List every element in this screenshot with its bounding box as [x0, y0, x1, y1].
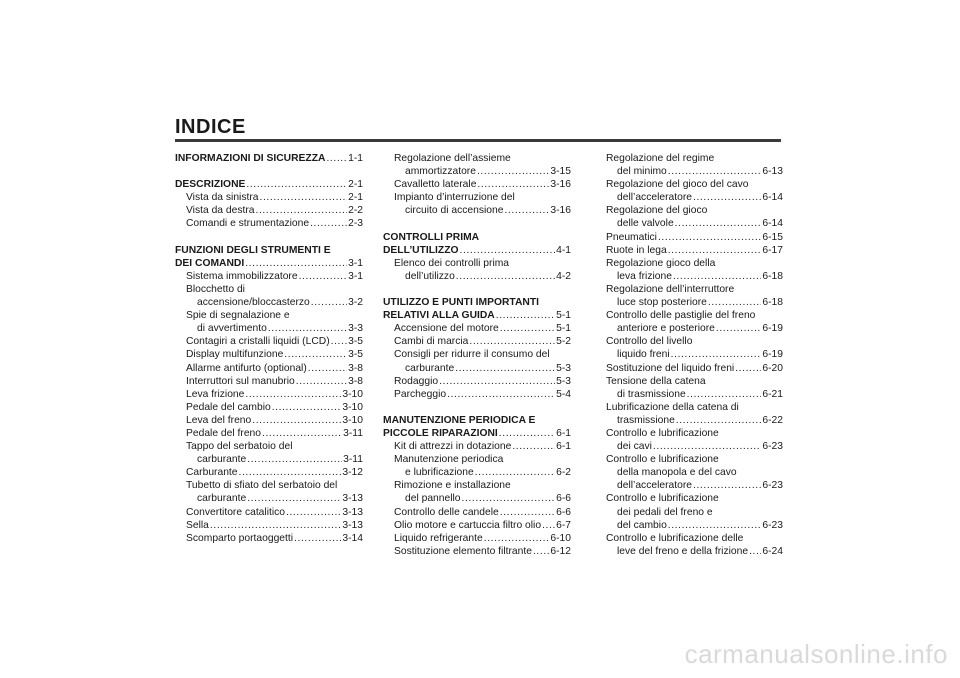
toc-entry[interactable]: di avvertimento ..... 3-3	[175, 322, 363, 335]
toc-entry-line1: Regolazione del gioco	[606, 205, 708, 217]
toc-entry[interactable]: Controllo delle candele ..... 6-6	[383, 506, 571, 519]
toc-entry-line1: Rimozione e installazione	[394, 480, 511, 492]
toc-entry[interactable]: luce stop posteriore ..... 6-18	[595, 296, 783, 309]
toc-entry[interactable]: Vista da sinistra ..... 2-1	[175, 191, 363, 204]
toc-entry-line1: Regolazione del regime	[606, 153, 715, 164]
toc-entry[interactable]: carburante ..... 5-3	[383, 362, 571, 375]
toc-entry[interactable]: Cambi di marcia ..... 5-2	[383, 335, 571, 348]
toc-chapter-1[interactable]: INFORMAZIONI DI SICUREZZA ..... 1-1	[175, 152, 363, 165]
toc-chapter-2[interactable]: DESCRIZIONE ..... 2-1	[175, 178, 363, 191]
toc-entry-line1: Manutenzione periodica	[394, 454, 504, 466]
toc-entry[interactable]: Liquido refrigerante ..... 6-10	[383, 532, 571, 545]
toc-entry[interactable]: leve del freno e della frizione ..... 6-24	[595, 545, 783, 558]
toc-entry[interactable]: Sella ..... 3-13	[175, 519, 363, 532]
toc-entry[interactable]: dei cavi ..... 6-23	[595, 440, 783, 453]
toc-entry[interactable]: Accensione del motore ..... 5-1	[383, 322, 571, 335]
toc-entry[interactable]: carburante ..... 3-13	[175, 492, 363, 505]
toc-entry-line1: Spie di segnalazione e	[186, 310, 290, 322]
toc-entry[interactable]: Pedale del cambio ..... 3-10	[175, 401, 363, 414]
toc-entry[interactable]: trasmissione ..... 6-22	[595, 414, 783, 427]
toc-entry[interactable]: Parcheggio ..... 5-4	[383, 388, 571, 401]
toc-chapter-3[interactable]: DEI COMANDI ..... 3-1	[175, 257, 363, 270]
toc-entry[interactable]: di trasmissione ..... 6-21	[595, 388, 783, 401]
toc-entry[interactable]: ammortizzatore ..... 3-15	[383, 165, 571, 178]
toc-entry-line1: Tensione della catena	[606, 375, 706, 387]
toc-entry-line1: Impianto d’interruzione del	[394, 192, 515, 204]
toc-column-3	[595, 152, 783, 558]
toc-entry[interactable]: Rodaggio ..... 5-3	[383, 375, 571, 388]
toc-entry-line2: della manopola e del cavo	[617, 467, 737, 479]
toc-column-2	[383, 152, 571, 558]
toc-entry[interactable]: accensione/bloccasterzo ..... 3-2	[175, 296, 363, 309]
toc-column-1	[175, 152, 363, 545]
toc-entry-line1: Controllo del livello	[606, 336, 693, 348]
toc-entry[interactable]: Vista da destra ..... 2-2	[175, 204, 363, 217]
toc-entry[interactable]: dell’acceleratore ..... 6-14	[595, 191, 783, 204]
toc-entry[interactable]: circuito di accensione ..... 3-16	[383, 204, 571, 217]
toc-entry[interactable]: Kit di attrezzi in dotazione ..... 6-1	[383, 440, 571, 453]
toc-entry-line1: Controllo e lubrificazione delle	[606, 532, 744, 544]
toc-entry[interactable]: Comandi e strumentazione ..... 2-3	[175, 217, 363, 230]
toc-entry[interactable]: Leva frizione ..... 3-10	[175, 388, 363, 401]
toc-entry[interactable]: Sistema immobilizzatore ..... 3-1	[175, 270, 363, 283]
toc-entry-line1: Controllo delle pastiglie del freno	[606, 310, 756, 322]
toc-entry-line1: Consigli per ridurre il consumo del	[394, 349, 550, 361]
toc-entry[interactable]: del cambio ..... 6-23	[595, 519, 783, 532]
toc-entry[interactable]: delle valvole ..... 6-14	[595, 217, 783, 230]
toc-entry-line1: Lubrificazione della catena di	[606, 401, 739, 413]
toc-entry-line1: Regolazione dell’assieme	[394, 153, 511, 164]
toc-entry[interactable]: dell’utilizzo ..... 4-2	[383, 270, 571, 283]
toc-entry-line1: Controllo e lubrificazione	[606, 454, 719, 466]
toc-entry[interactable]: del pannello ..... 6-6	[383, 492, 571, 505]
toc-entry[interactable]: leva frizione ..... 6-18	[595, 270, 783, 283]
title-rule	[175, 139, 781, 142]
page-title: INDICE	[175, 116, 246, 138]
toc-entry[interactable]: anteriore e posteriore ..... 6-19	[595, 322, 783, 335]
toc-entry-line1: Elenco dei controlli prima	[394, 257, 510, 269]
toc-entry-line1: Regolazione del gioco del cavo	[606, 179, 749, 191]
toc-entry[interactable]: Leva del freno ..... 3-10	[175, 414, 363, 427]
toc-entry[interactable]: e lubrificazione ..... 6-2	[383, 466, 571, 479]
toc-chapter-5-line1: UTILIZZO E PUNTI IMPORTANTI	[383, 297, 539, 309]
toc-entry[interactable]: carburante ..... 3-11	[175, 453, 363, 466]
toc-entry-line1: Blocchetto di	[186, 283, 245, 295]
toc-entry[interactable]: Sostituzione elemento filtrante ..... 6-12	[383, 545, 571, 558]
toc-entry[interactable]: liquido freni ..... 6-19	[595, 348, 783, 361]
toc-entry[interactable]: Display multifunzione ..... 3-5	[175, 348, 363, 361]
toc-entry-line2: dei pedali del freno e	[617, 506, 713, 518]
toc-entry[interactable]: Interruttori sul manubrio ..... 3-8	[175, 375, 363, 388]
toc-entry[interactable]: Convertitore catalitico ..... 3-13	[175, 506, 363, 519]
toc-entry-line1: Controllo e lubrificazione	[606, 493, 719, 505]
toc-chapter-5[interactable]: RELATIVI ALLA GUIDA ..... 5-1	[383, 309, 571, 322]
toc-entry[interactable]: del minimo ..... 6-13	[595, 165, 783, 178]
toc-chapter-4-line1: CONTROLLI PRIMA	[383, 231, 480, 243]
toc-entry-line1: Regolazione dell’interruttore	[606, 283, 735, 295]
toc-entry-line1: Regolazione gioco della	[606, 257, 716, 269]
toc-chapter-6[interactable]: PICCOLE RIPARAZIONI ..... 6-1	[383, 427, 571, 440]
watermark: carmanualsonline.info	[684, 639, 948, 669]
toc-entry[interactable]: Carburante ..... 3-12	[175, 466, 363, 479]
toc-entry[interactable]: Pneumatici ..... 6-15	[595, 231, 783, 244]
toc-entry-line1: Tubetto di sfiato del serbatoio del	[186, 480, 338, 492]
toc-entry[interactable]: Olio motore e cartuccia filtro olio ..... 6-7	[383, 519, 571, 532]
toc-entry[interactable]: Cavalletto laterale ..... 3-16	[383, 178, 571, 191]
toc-entry[interactable]: Ruote in lega ..... 6-17	[595, 244, 783, 257]
toc-chapter-6-line1: MANUTENZIONE PERIODICA E	[383, 414, 536, 426]
toc-entry[interactable]: Sostituzione del liquido freni ..... 6-20	[595, 362, 783, 375]
toc-entry[interactable]: Scomparto portaoggetti ..... 3-14	[175, 532, 363, 545]
toc-entry[interactable]: Allarme antifurto (optional) ..... 3-8	[175, 362, 363, 375]
toc-entry[interactable]: dell’acceleratore ..... 6-23	[595, 479, 783, 492]
toc-entry[interactable]: Contagiri a cristalli liquidi (LCD) ..... 3-5	[175, 335, 363, 348]
toc-entry-line1: Tappo del serbatoio del	[186, 441, 293, 453]
toc-entry[interactable]: Pedale del freno ..... 3-11	[175, 427, 363, 440]
toc-chapter-4[interactable]: DELL’UTILIZZO ..... 4-1	[383, 244, 571, 257]
toc-entry-line1: Controllo e lubrificazione	[606, 427, 719, 439]
toc-chapter-3-line1: FUNZIONI DEGLI STRUMENTI E	[175, 244, 331, 256]
